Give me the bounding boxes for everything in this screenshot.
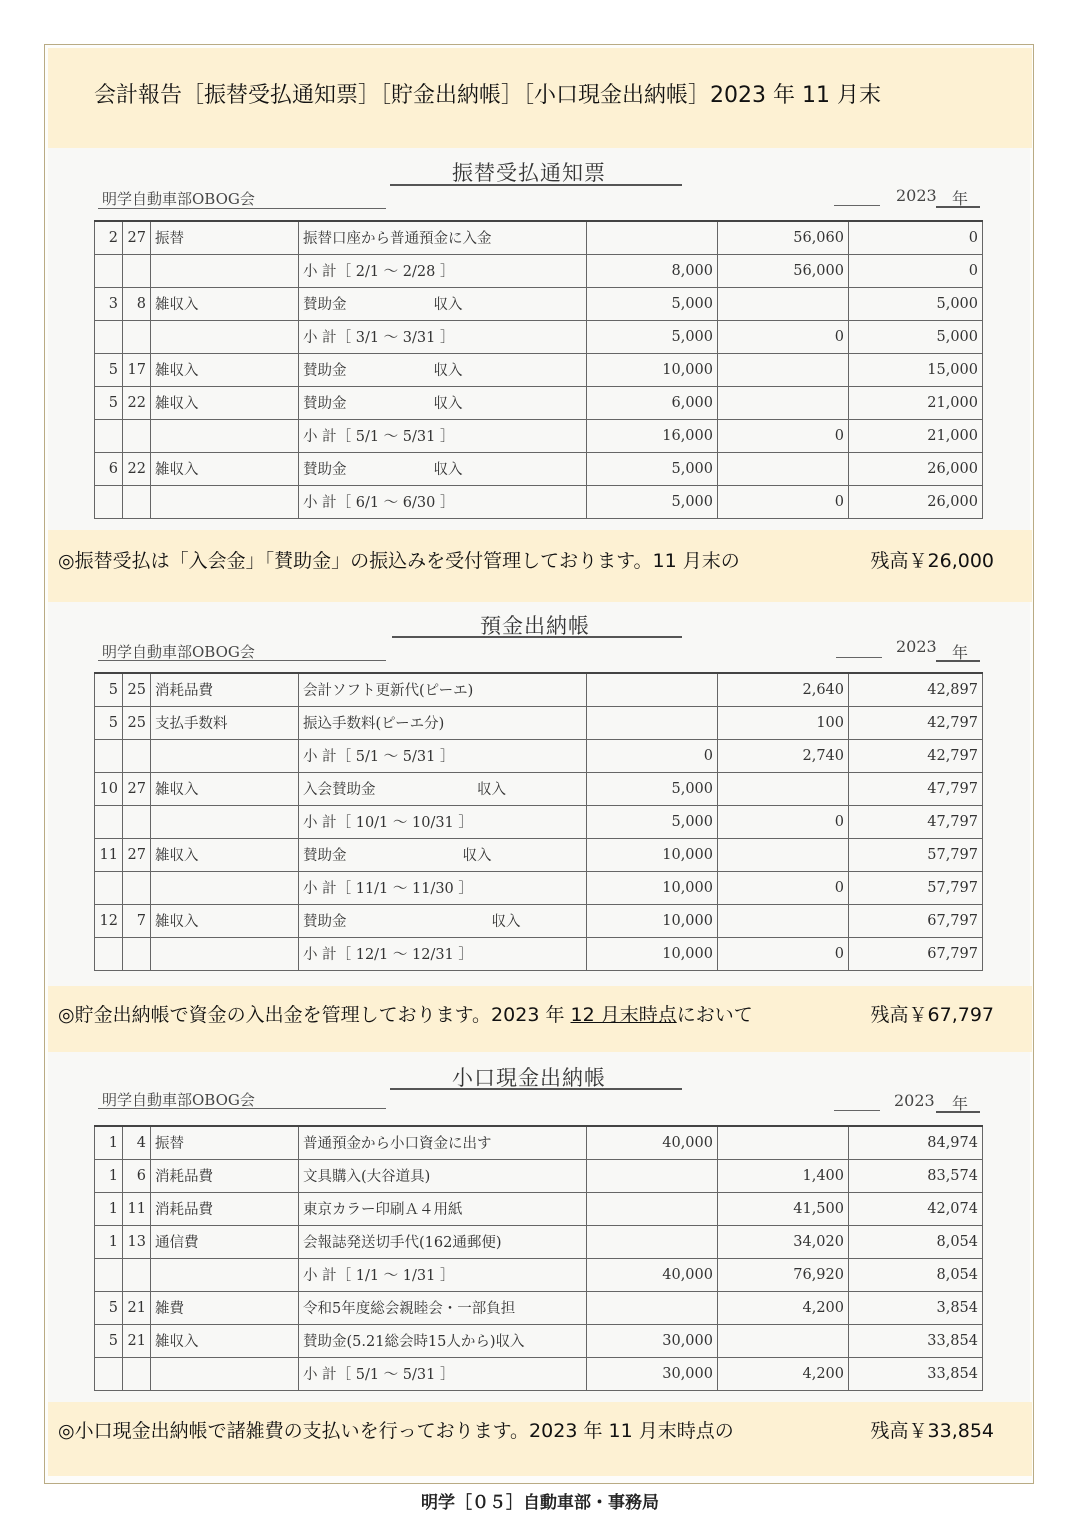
day-cell: 7	[123, 904, 151, 937]
expense-cell: 56,000	[718, 254, 849, 287]
expense-cell: 2,640	[718, 673, 849, 706]
month-cell: 1	[95, 1126, 123, 1159]
expense-cell	[718, 904, 849, 937]
table-row	[95, 353, 983, 386]
expense-cell	[718, 452, 849, 485]
day-cell: 4	[123, 1126, 151, 1159]
day-cell	[123, 1258, 151, 1291]
day-cell: 22	[123, 386, 151, 419]
summary-cell: 普通預金から小口資金に出す	[299, 1126, 587, 1159]
day-cell	[123, 871, 151, 904]
table-row	[95, 419, 983, 452]
transfer-note: ◎振替受払は「入会金」「賛助金」の振込みを受付管理しております。11 月末の	[58, 550, 740, 572]
table-row	[95, 221, 983, 254]
table-row	[95, 320, 983, 353]
deposit-title: 預金出納帳	[480, 614, 590, 638]
expense-cell: 4,200	[718, 1357, 849, 1390]
income-cell: 6,000	[587, 386, 718, 419]
petty-cash-year-unit: 年	[952, 1094, 969, 1113]
balance-cell: 5,000	[849, 320, 983, 353]
expense-cell: 0	[718, 419, 849, 452]
month-cell: 1	[95, 1225, 123, 1258]
transfer-year-unit: 年	[952, 189, 969, 208]
deposit-org: 明学自動車部OBOG会	[102, 643, 255, 661]
balance-cell: 57,797	[849, 838, 983, 871]
summary-cell: 小 計［ 11/1 ～ 11/30 ］	[299, 871, 587, 904]
expense-cell: 34,020	[718, 1225, 849, 1258]
transfer-title: 振替受払通知票	[452, 161, 606, 185]
transfer-title-rule	[390, 184, 682, 186]
day-cell	[123, 937, 151, 970]
transfer-table	[94, 220, 983, 519]
account-cell: 雑収入	[151, 1324, 299, 1357]
account-cell: 雑収入	[151, 452, 299, 485]
account-cell: 雑収入	[151, 904, 299, 937]
income-cell: 40,000	[587, 1258, 718, 1291]
table-row	[95, 904, 983, 937]
table-row	[95, 254, 983, 287]
month-cell: 5	[95, 386, 123, 419]
month-cell: 2	[95, 221, 123, 254]
day-cell	[123, 739, 151, 772]
table-row	[95, 739, 983, 772]
month-cell: 5	[95, 673, 123, 706]
income-cell: 30,000	[587, 1324, 718, 1357]
table-row	[95, 485, 983, 518]
month-cell	[95, 1258, 123, 1291]
expense-cell: 0	[718, 871, 849, 904]
month-cell: 5	[95, 1291, 123, 1324]
day-cell: 25	[123, 706, 151, 739]
income-cell: 0	[587, 739, 718, 772]
table-row	[95, 1126, 983, 1159]
balance-cell: 47,797	[849, 772, 983, 805]
expense-cell: 0	[718, 320, 849, 353]
expense-cell	[718, 772, 849, 805]
expense-cell: 1,400	[718, 1159, 849, 1192]
deposit-title-rule	[392, 636, 682, 638]
account-cell	[151, 871, 299, 904]
day-cell: 17	[123, 353, 151, 386]
expense-cell	[718, 353, 849, 386]
day-cell	[123, 419, 151, 452]
account-cell: 通信費	[151, 1225, 299, 1258]
summary-cell: 小 計［ 12/1 ～ 12/31 ］	[299, 937, 587, 970]
summary-cell: 文具購入(大谷道具)	[299, 1159, 587, 1192]
footer-label: 明学［０５］自動車部・事務局	[421, 1493, 659, 1513]
transfer-org: 明学自動車部OBOG会	[102, 190, 255, 208]
table-row	[95, 871, 983, 904]
month-cell	[95, 320, 123, 353]
table-row	[95, 452, 983, 485]
expense-cell	[718, 287, 849, 320]
table-row	[95, 1225, 983, 1258]
income-cell: 5,000	[587, 452, 718, 485]
income-cell: 5,000	[587, 485, 718, 518]
month-cell: 5	[95, 353, 123, 386]
petty-cash-title-rule	[390, 1088, 682, 1090]
table-row	[95, 386, 983, 419]
account-cell	[151, 419, 299, 452]
summary-cell: 東京カラー印刷Ａ４用紙	[299, 1192, 587, 1225]
income-cell: 10,000	[587, 871, 718, 904]
day-cell: 13	[123, 1225, 151, 1258]
balance-cell: 84,974	[849, 1126, 983, 1159]
summary-cell: 振替口座から普通預金に入金	[299, 221, 587, 254]
day-cell: 27	[123, 772, 151, 805]
table-row	[95, 805, 983, 838]
income-cell	[587, 221, 718, 254]
day-cell	[123, 805, 151, 838]
day-cell: 6	[123, 1159, 151, 1192]
month-cell	[95, 937, 123, 970]
day-cell: 27	[123, 221, 151, 254]
account-cell: 雑収入	[151, 772, 299, 805]
deposit-year-unit-rule	[936, 660, 980, 662]
day-cell: 25	[123, 673, 151, 706]
account-cell: 消耗品費	[151, 1192, 299, 1225]
month-cell	[95, 1357, 123, 1390]
month-cell	[95, 739, 123, 772]
balance-cell: 8,054	[849, 1225, 983, 1258]
account-cell	[151, 1258, 299, 1291]
table-row	[95, 673, 983, 706]
page-title: 会計報告［振替受払通知票］［貯金出納帳］［小口現金出納帳］2023 年 11 月末	[94, 83, 881, 108]
income-cell: 5,000	[587, 287, 718, 320]
summary-cell: 小 計［ 2/1 ～ 2/28 ］	[299, 254, 587, 287]
month-cell: 11	[95, 838, 123, 871]
summary-cell: 小 計［ 3/1 ～ 3/31 ］	[299, 320, 587, 353]
month-cell: 5	[95, 706, 123, 739]
income-cell: 30,000	[587, 1357, 718, 1390]
balance-cell: 67,797	[849, 904, 983, 937]
month-cell	[95, 254, 123, 287]
petty-cash-year: 2023	[894, 1091, 935, 1110]
day-cell: 21	[123, 1324, 151, 1357]
income-cell	[587, 673, 718, 706]
deposit-year: 2023	[896, 637, 937, 656]
month-cell	[95, 805, 123, 838]
expense-cell: 56,060	[718, 221, 849, 254]
transfer-year: 2023	[896, 186, 937, 205]
petty-cash-org-rule	[98, 1108, 386, 1109]
account-cell	[151, 739, 299, 772]
income-cell: 16,000	[587, 419, 718, 452]
balance-cell: 3,854	[849, 1291, 983, 1324]
balance-cell: 42,797	[849, 706, 983, 739]
day-cell	[123, 320, 151, 353]
summary-cell: 小 計［ 10/1 ～ 10/31 ］	[299, 805, 587, 838]
petty-cash-table	[94, 1125, 983, 1391]
expense-cell: 0	[718, 485, 849, 518]
balance-cell: 42,897	[849, 673, 983, 706]
expense-cell	[718, 1126, 849, 1159]
header-band	[48, 48, 1032, 148]
income-cell: 10,000	[587, 838, 718, 871]
petty-cash-year-unit-rule	[936, 1111, 980, 1113]
income-cell	[587, 1225, 718, 1258]
income-cell: 10,000	[587, 353, 718, 386]
petty-cash-org: 明学自動車部OBOG会	[102, 1091, 255, 1109]
month-cell: 1	[95, 1192, 123, 1225]
account-cell	[151, 485, 299, 518]
expense-cell: 76,920	[718, 1258, 849, 1291]
day-cell: 11	[123, 1192, 151, 1225]
expense-cell: 0	[718, 937, 849, 970]
summary-cell: 小 計［ 6/1 ～ 6/30 ］	[299, 485, 587, 518]
income-cell: 5,000	[587, 320, 718, 353]
table-row	[95, 838, 983, 871]
summary-cell: 会報誌発送切手代(162通郵便)	[299, 1225, 587, 1258]
expense-cell: 41,500	[718, 1192, 849, 1225]
income-cell: 10,000	[587, 937, 718, 970]
balance-cell: 42,074	[849, 1192, 983, 1225]
month-cell: 5	[95, 1324, 123, 1357]
day-cell: 27	[123, 838, 151, 871]
summary-cell: 小 計［ 5/1 ～ 5/31 ］	[299, 419, 587, 452]
table-row	[95, 706, 983, 739]
table-row	[95, 1324, 983, 1357]
table-row	[95, 1258, 983, 1291]
account-cell	[151, 1357, 299, 1390]
balance-cell: 0	[849, 221, 983, 254]
month-cell: 3	[95, 287, 123, 320]
account-cell: 雑収入	[151, 353, 299, 386]
balance-cell: 21,000	[849, 386, 983, 419]
table-row	[95, 937, 983, 970]
expense-cell	[718, 386, 849, 419]
balance-cell: 67,797	[849, 937, 983, 970]
deposit-org-rule	[98, 660, 386, 661]
month-cell: 10	[95, 772, 123, 805]
month-cell: 12	[95, 904, 123, 937]
balance-cell: 26,000	[849, 452, 983, 485]
income-cell: 5,000	[587, 772, 718, 805]
summary-cell: 振込手数料(ピーエ分)	[299, 706, 587, 739]
month-cell	[95, 419, 123, 452]
summary-cell: 小 計［ 1/1 ～ 1/31 ］	[299, 1258, 587, 1291]
expense-cell: 2,740	[718, 739, 849, 772]
balance-cell: 33,854	[849, 1324, 983, 1357]
income-cell: 8,000	[587, 254, 718, 287]
summary-cell: 小 計［ 5/1 ～ 5/31 ］	[299, 1357, 587, 1390]
income-cell: 40,000	[587, 1126, 718, 1159]
expense-cell	[718, 1324, 849, 1357]
deposit-balance: 残高￥67,797	[870, 1004, 994, 1026]
balance-cell: 33,854	[849, 1357, 983, 1390]
summary-cell: 小 計［ 5/1 ～ 5/31 ］	[299, 739, 587, 772]
transfer-org-rule	[98, 208, 386, 209]
deposit-note	[58, 1000, 753, 1027]
day-cell: 22	[123, 452, 151, 485]
summary-cell: 賛助金 収入	[299, 452, 587, 485]
summary-cell: 賛助金 収入	[299, 353, 587, 386]
summary-cell: 賛助金 収入	[299, 904, 587, 937]
deposit-note-underlined: 12 月末時点	[570, 1004, 677, 1026]
day-cell	[123, 1357, 151, 1390]
balance-cell: 47,797	[849, 805, 983, 838]
summary-cell: 令和5年度総会親睦会・一部負担	[299, 1291, 587, 1324]
account-cell: 消耗品費	[151, 1159, 299, 1192]
petty-cash-title: 小口現金出納帳	[452, 1066, 606, 1090]
day-cell	[123, 254, 151, 287]
balance-cell: 15,000	[849, 353, 983, 386]
table-row	[95, 1192, 983, 1225]
income-cell	[587, 1159, 718, 1192]
day-cell: 8	[123, 287, 151, 320]
day-cell	[123, 485, 151, 518]
table-row	[95, 772, 983, 805]
transfer-year-unit-rule	[936, 206, 980, 208]
table-row	[95, 1291, 983, 1324]
income-cell	[587, 1192, 718, 1225]
account-cell: 支払手数料	[151, 706, 299, 739]
account-cell: 雑収入	[151, 838, 299, 871]
transfer-balance: 残高￥26,000	[870, 550, 994, 572]
transfer-year-rule	[834, 205, 880, 206]
month-cell	[95, 485, 123, 518]
account-cell	[151, 937, 299, 970]
account-cell: 雑費	[151, 1291, 299, 1324]
petty-cash-note: ◎小口現金出納帳で諸雑費の支払いを行っております。2023 年 11 月末時点の	[58, 1420, 734, 1442]
balance-cell: 83,574	[849, 1159, 983, 1192]
income-cell: 10,000	[587, 904, 718, 937]
table-row	[95, 287, 983, 320]
balance-cell: 21,000	[849, 419, 983, 452]
deposit-table	[94, 672, 983, 971]
account-cell	[151, 805, 299, 838]
table-row	[95, 1159, 983, 1192]
balance-cell: 57,797	[849, 871, 983, 904]
expense-cell: 100	[718, 706, 849, 739]
month-cell: 6	[95, 452, 123, 485]
balance-cell: 8,054	[849, 1258, 983, 1291]
summary-cell: 賛助金 収入	[299, 838, 587, 871]
month-cell: 1	[95, 1159, 123, 1192]
summary-cell: 賛助金 収入	[299, 287, 587, 320]
balance-cell: 26,000	[849, 485, 983, 518]
account-cell: 振替	[151, 1126, 299, 1159]
balance-cell: 5,000	[849, 287, 983, 320]
account-cell: 雑収入	[151, 287, 299, 320]
balance-cell: 0	[849, 254, 983, 287]
account-cell: 雑収入	[151, 386, 299, 419]
deposit-note-post: において	[676, 1004, 753, 1026]
account-cell	[151, 320, 299, 353]
account-cell: 消耗品費	[151, 673, 299, 706]
expense-cell: 0	[718, 805, 849, 838]
income-cell: 5,000	[587, 805, 718, 838]
account-cell	[151, 254, 299, 287]
deposit-year-rule	[836, 657, 882, 658]
month-cell	[95, 871, 123, 904]
summary-cell: 会計ソフト更新代(ピーエ)	[299, 673, 587, 706]
deposit-year-unit: 年	[952, 643, 969, 662]
expense-cell	[718, 838, 849, 871]
expense-cell: 4,200	[718, 1291, 849, 1324]
deposit-note-pre: ◎貯金出納帳で資金の入出金を管理しております。2023 年	[58, 1004, 571, 1026]
petty-cash-year-rule	[834, 1110, 880, 1111]
account-cell: 振替	[151, 221, 299, 254]
balance-cell: 42,797	[849, 739, 983, 772]
income-cell	[587, 1291, 718, 1324]
summary-cell: 賛助金 収入	[299, 386, 587, 419]
day-cell: 21	[123, 1291, 151, 1324]
summary-cell: 入会賛助金 収入	[299, 772, 587, 805]
summary-cell: 賛助金(5.21総会時15人から)収入	[299, 1324, 587, 1357]
petty-cash-balance: 残高￥33,854	[870, 1420, 994, 1442]
table-row	[95, 1357, 983, 1390]
income-cell	[587, 706, 718, 739]
